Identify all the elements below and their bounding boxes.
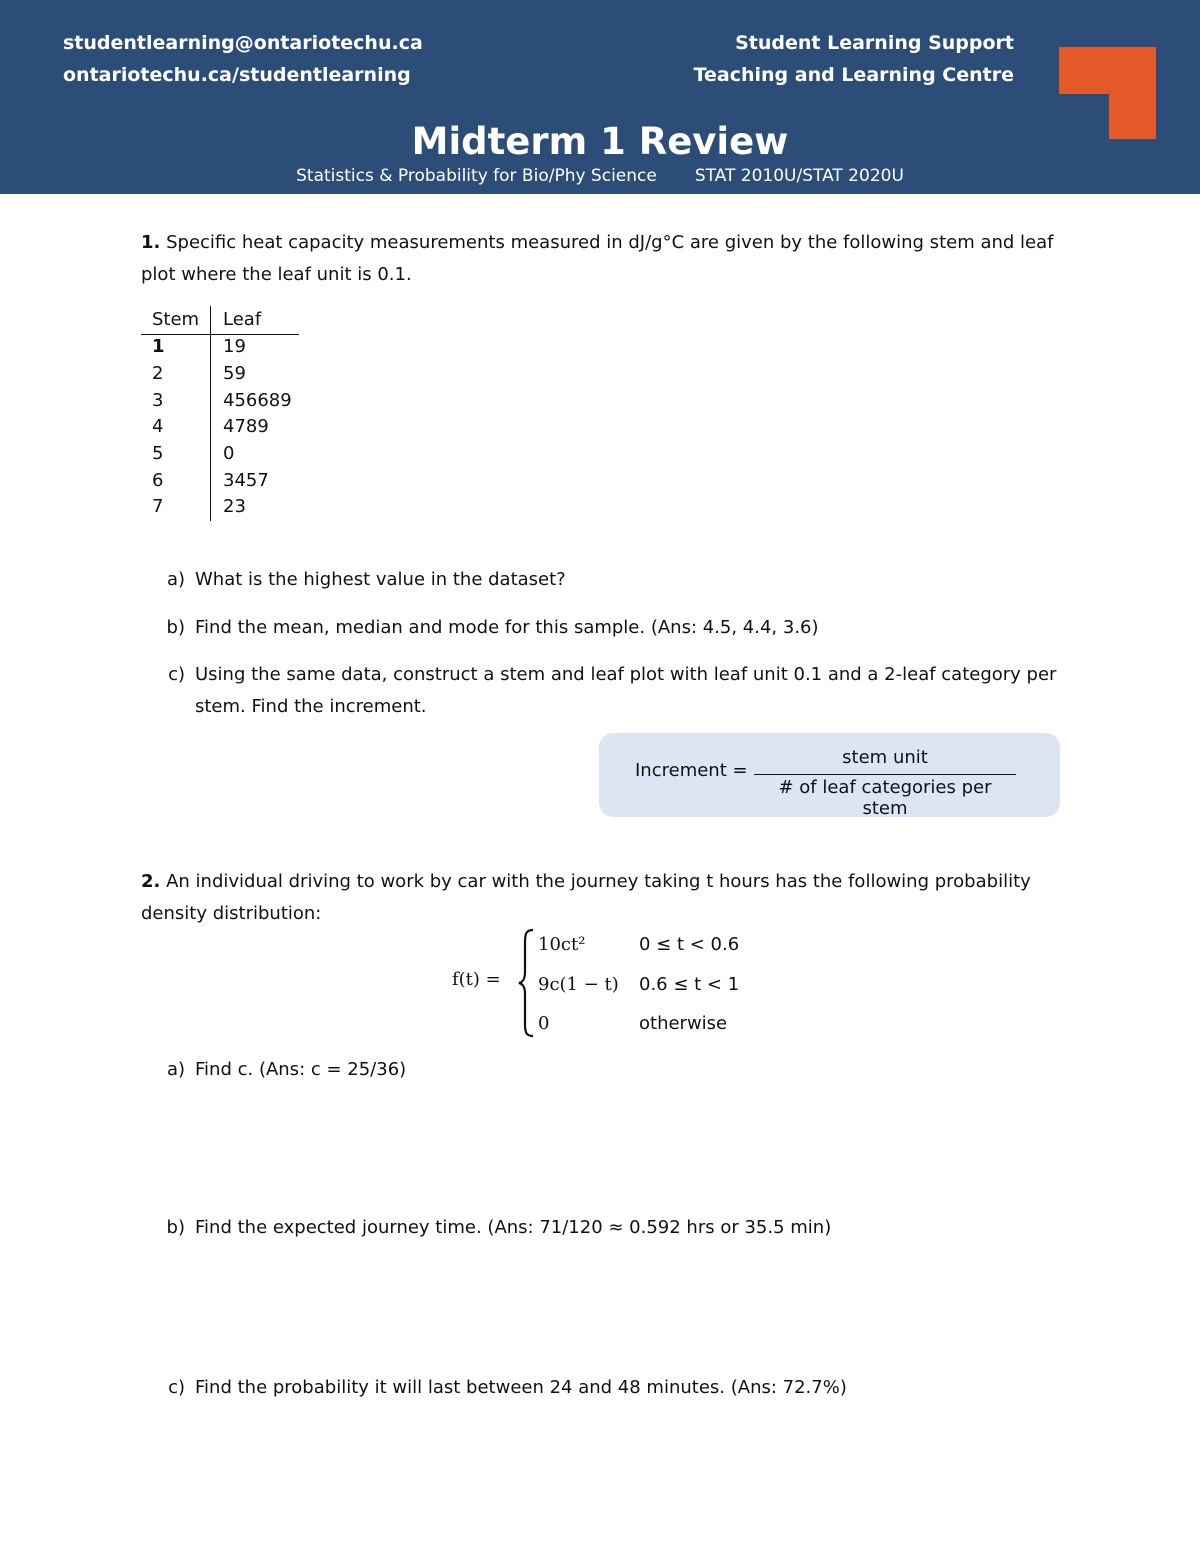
part-text: Find the mean, median and mode for this sample. (Ans: 4.5, 4.4, 3.6) — [195, 617, 819, 638]
stem-cell: 6 — [152, 470, 164, 491]
header-banner — [0, 0, 1200, 194]
table-row — [141, 413, 341, 440]
leaf-cell: 3457 — [223, 470, 269, 491]
question-2-text — [141, 866, 1061, 930]
stem-header: Stem — [152, 309, 200, 330]
pdf-case-cond: 0.6 ≤ t < 1 — [639, 974, 740, 995]
table-row — [141, 360, 341, 387]
question-number: 1. — [141, 232, 161, 253]
leaf-cell: 4789 — [223, 416, 269, 437]
fraction-bar — [754, 774, 1016, 775]
leaf-cell: 59 — [223, 363, 246, 384]
pdf-case-expr: 0 — [538, 1013, 550, 1034]
course-subtitle — [0, 166, 1200, 186]
pdf-lhs: f(t) = — [452, 969, 501, 990]
part-label: b) — [166, 617, 185, 638]
q2-part-b — [141, 1212, 1061, 1244]
question-number: 2. — [141, 871, 161, 892]
table-row — [141, 493, 341, 520]
stem-cell: 7 — [152, 496, 164, 517]
leaf-cell: 0 — [223, 443, 235, 464]
formula-numerator: stem unit — [842, 747, 928, 768]
org-name: Student Learning Support — [735, 32, 1014, 54]
stem-cell: 2 — [152, 363, 164, 384]
table-row — [141, 440, 341, 467]
q1-part-c — [141, 659, 1061, 723]
part-label: c) — [168, 1377, 185, 1398]
part-text: Find the expected journey time. (Ans: 71/120 ≈ 0.592 hrs or 35.5 min) — [195, 1217, 832, 1238]
q1-part-b — [141, 612, 1061, 644]
pdf-case-cond: 0 ≤ t < 0.6 — [639, 934, 740, 955]
pdf-case-expr: 9c(1 − t) — [538, 974, 619, 995]
q1-part-a — [141, 564, 1061, 596]
part-label: c) — [168, 664, 185, 685]
leaf-cell: 23 — [223, 496, 246, 517]
table-row — [141, 467, 341, 494]
table-row — [141, 387, 341, 414]
leaf-cell: 456689 — [223, 390, 292, 411]
part-text: What is the highest value in the dataset? — [195, 569, 566, 590]
q2-part-a — [141, 1054, 1061, 1086]
part-label: a) — [166, 569, 185, 590]
leaf-cell: 19 — [223, 336, 246, 357]
part-text: Find c. (Ans: c = 25/36) — [195, 1059, 407, 1080]
formula-denominator: # of leaf categories per stem — [778, 777, 992, 819]
part-label: b) — [166, 1217, 185, 1238]
page-title: Midterm 1 Review — [411, 120, 789, 163]
stem-cell: 5 — [152, 443, 164, 464]
stem-cell: 3 — [152, 390, 164, 411]
pdf-case-expr: 10ct² — [538, 934, 586, 955]
q2-part-c — [141, 1372, 1061, 1404]
leaf-header: Leaf — [223, 309, 262, 330]
contact-website[interactable]: ontariotechu.ca/studentlearning — [63, 64, 411, 86]
part-text-continued: stem. Find the increment. — [195, 696, 427, 717]
stem-cell: 1 — [152, 336, 165, 357]
formula-lhs: Increment = — [635, 760, 748, 781]
part-text: Using the same data, construct a stem and leaf plot with leaf unit 0.1 and a 2-leaf category per — [195, 664, 1057, 685]
contact-email[interactable]: studentlearning@ontariotechu.ca — [63, 32, 423, 54]
left-brace-icon — [518, 928, 536, 1038]
course-code: STAT 2010U/STAT 2020U — [694, 166, 904, 186]
question-1-text — [141, 227, 1061, 291]
course-name: Statistics & Probability for Bio/Phy Science — [296, 166, 657, 186]
pdf-case-cond: otherwise — [639, 1013, 728, 1034]
stem-cell: 4 — [152, 416, 164, 437]
question-body: Specific heat capacity measurements measured in dJ/g°C are given by the following stem and leaf plot where the leaf unit is 0.1. — [141, 232, 1054, 285]
part-text: Find the probability it will last between 24 and 48 minutes. (Ans: 72.7%) — [195, 1377, 847, 1398]
part-label: a) — [166, 1059, 185, 1080]
increment-formula-box — [599, 733, 1060, 817]
question-body: An individual driving to work by car with the journey taking t hours has the following probability density distribution: — [141, 871, 1031, 924]
org-unit: Teaching and Learning Centre — [693, 64, 1014, 86]
table-row — [141, 333, 341, 360]
